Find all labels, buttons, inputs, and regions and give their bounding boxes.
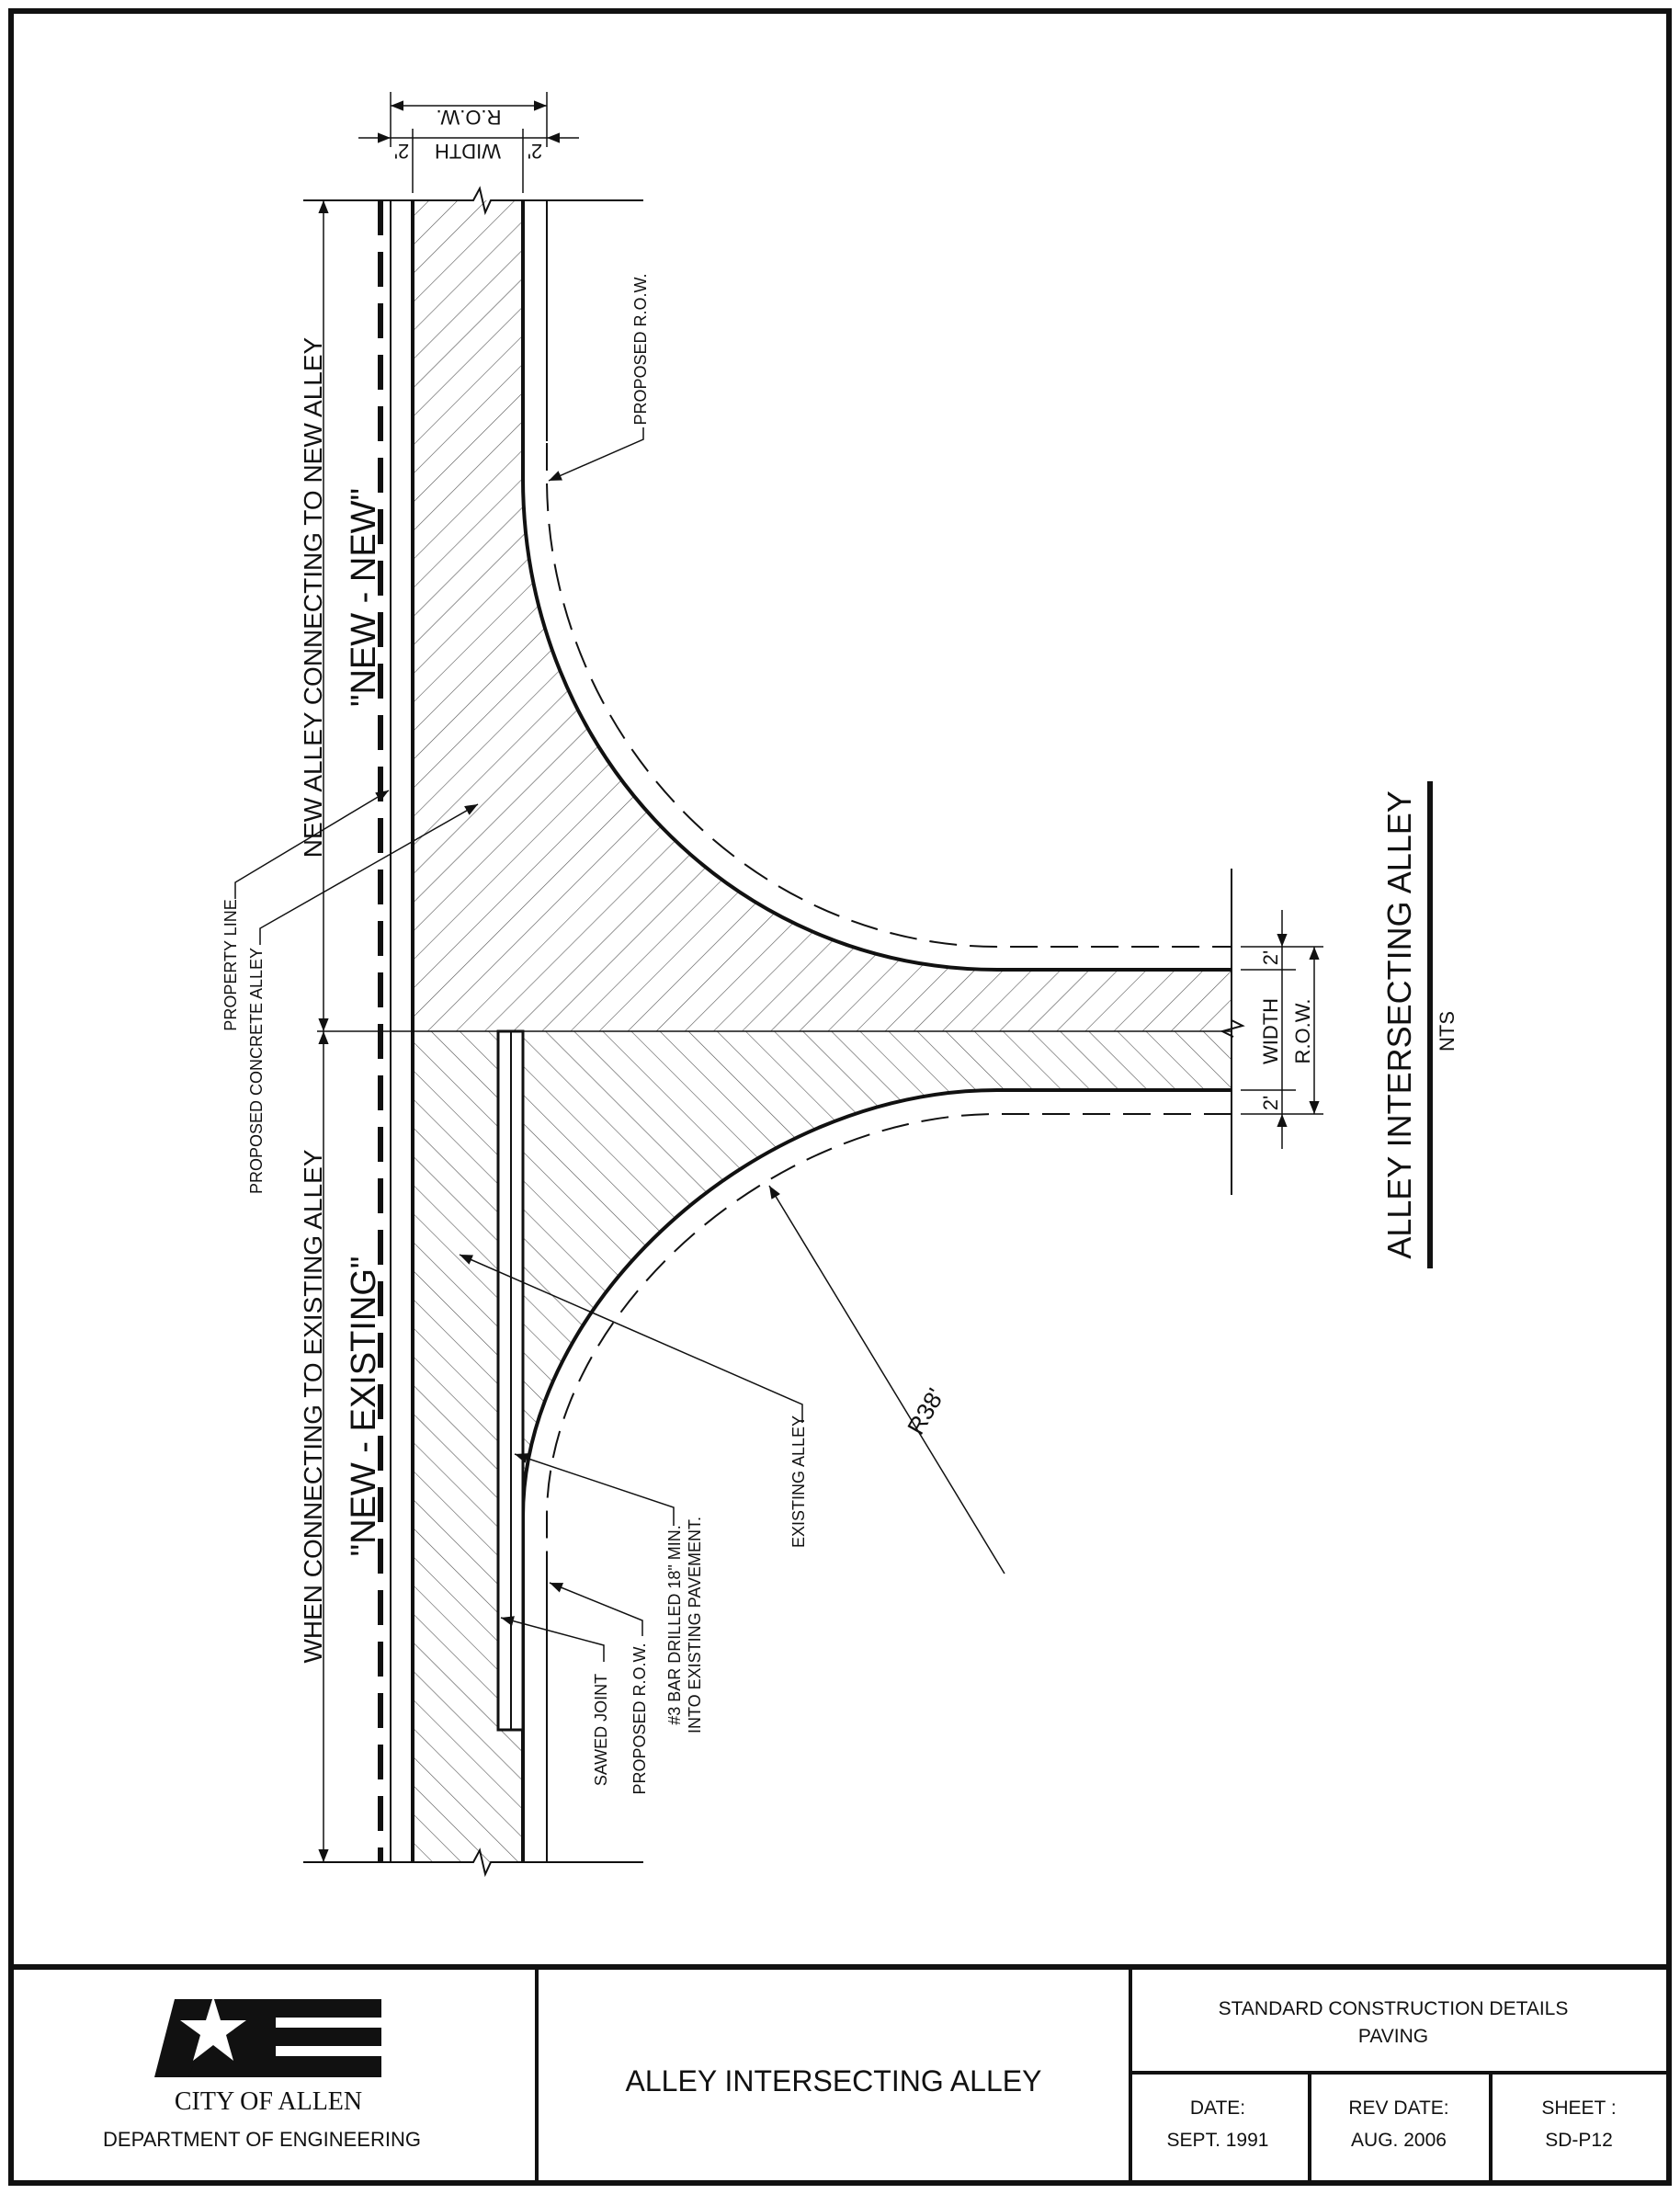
top-dimension: [358, 92, 579, 193]
rev-date-value: AUG. 2006: [1351, 2130, 1447, 2151]
sawed-joint-label: SAWED JOINT: [592, 1673, 610, 1787]
detail-title: [1380, 781, 1459, 1268]
radius-label: R38': [902, 1383, 950, 1439]
drawing-title: ALLEY INTERSECTING ALLEY: [625, 2064, 1042, 2097]
detail-scale: NTS: [1436, 1011, 1459, 1052]
rev-date-label: REV DATE:: [1348, 2097, 1449, 2119]
department-name: DEPARTMENT OF ENGINEERING: [103, 2128, 421, 2151]
side-2ft-top: 2': [1259, 949, 1282, 966]
property-line-label: PROPERTY LINE: [221, 899, 240, 1031]
category-line2: PAVING: [1357, 2026, 1429, 2047]
proposed-row-bottom-label: PROPOSED R.O.W.: [630, 1643, 649, 1795]
proposed-row-top-callout: [549, 273, 650, 481]
top-2ft-left: 2': [393, 140, 410, 163]
sheet-value: SD-P12: [1545, 2130, 1613, 2151]
date-value: SEPT. 1991: [1166, 2130, 1269, 2151]
proposed-concrete-alley-label: PROPOSED CONCRETE ALLEY: [247, 947, 266, 1195]
alley-plan: [221, 92, 1459, 1874]
side-width-label: WIDTH: [1259, 997, 1282, 1065]
new-new-label: "NEW - NEW": [345, 487, 383, 708]
existing-alley-note: WHEN CONNECTING TO EXISTING ALLEY: [299, 1149, 327, 1664]
side-dimension: [1241, 910, 1323, 1149]
side-row-label: R.O.W.: [1291, 998, 1314, 1064]
date-label: DATE:: [1189, 2097, 1246, 2119]
new-existing-label: "NEW - EXISTING": [345, 1256, 383, 1557]
title-block: [11, 1967, 1669, 2183]
detail-title-text: ALLEY INTERSECTING ALLEY: [1380, 790, 1418, 1259]
sheet-label: SHEET :: [1541, 2097, 1617, 2119]
top-width-label: WIDTH: [434, 140, 502, 163]
bar-label-line1: #3 BAR DRILLED 18" MIN.: [665, 1525, 684, 1725]
top-2ft-right: 2': [527, 140, 543, 163]
side-2ft-bottom: 2': [1259, 1095, 1282, 1111]
existing-alley-label: EXISTING ALLEY: [789, 1415, 808, 1549]
bar-label-line2: INTO EXISTING PAVEMENT.: [686, 1516, 704, 1734]
city-logo: [154, 1996, 381, 2077]
city-name: CITY OF ALLEN: [174, 2087, 363, 2116]
category-line1: STANDARD CONSTRUCTION DETAILS: [1218, 1998, 1569, 2019]
top-row-label: R.O.W.: [436, 106, 502, 129]
new-alley-note: NEW ALLEY CONNECTING TO NEW ALLEY: [299, 336, 327, 858]
proposed-row-top-label: PROPOSED R.O.W.: [631, 273, 650, 426]
